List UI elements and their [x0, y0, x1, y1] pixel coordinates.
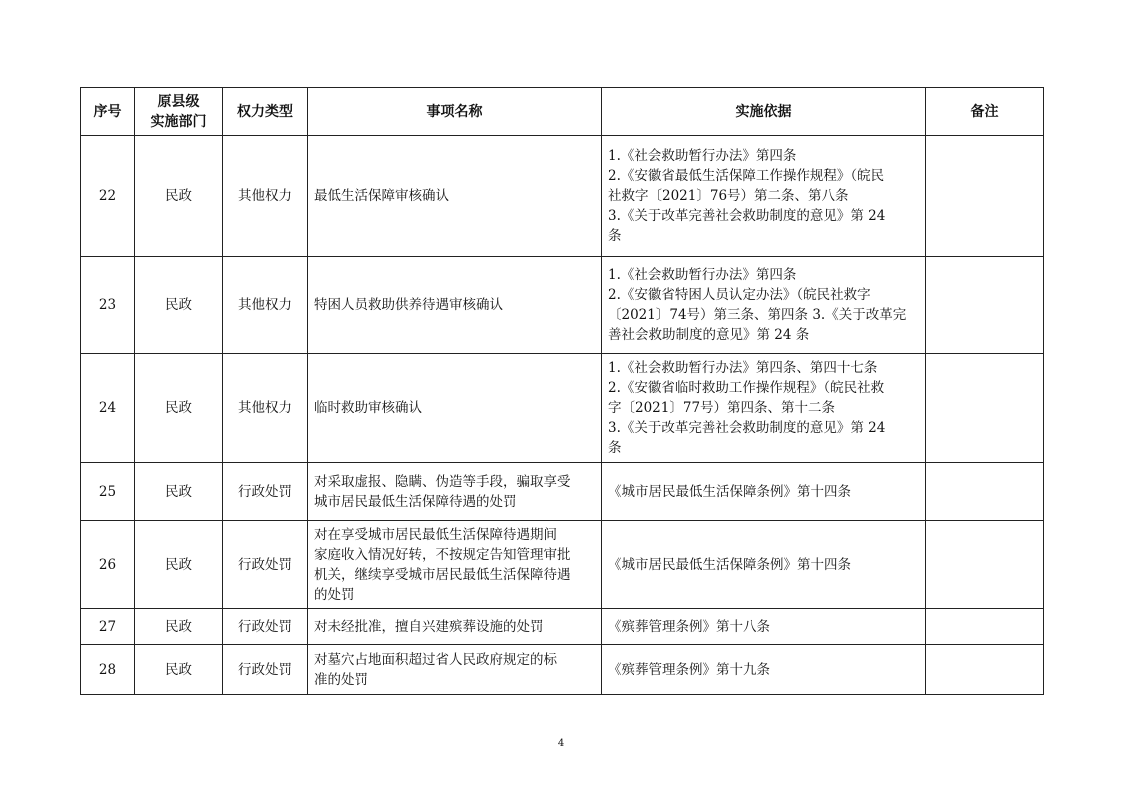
basis-line: 善社会救助制度的意见》第 24 条: [608, 327, 810, 343]
basis-line: 条: [608, 228, 622, 244]
cell-remark: [926, 463, 1044, 521]
cell-seq: 24: [81, 354, 135, 463]
cell-seq: 27: [81, 609, 135, 645]
cell-basis: [602, 136, 926, 257]
basis-line: 条: [608, 440, 622, 456]
header-basis: 实施依据: [602, 88, 926, 136]
cell-remark: [926, 521, 1044, 609]
header-dept: [135, 88, 223, 136]
cell-item-name: [308, 463, 602, 521]
item-name-line: 对采取虚报、隐瞒、伪造等手段，骗取享受: [314, 473, 571, 490]
cell-basis: [602, 645, 926, 695]
table-row: [81, 645, 1044, 695]
cell-basis: [602, 463, 926, 521]
cell-seq: 25: [81, 463, 135, 521]
cell-seq: 28: [81, 645, 135, 695]
table-body: [81, 136, 1044, 695]
header-item-name: 事项名称: [308, 88, 602, 136]
cell-seq: 23: [81, 257, 135, 354]
basis-line: 《殡葬管理条例》第十九条: [608, 661, 770, 678]
basis-line: 3.《关于改革完善社会救助制度的意见》第 24: [608, 420, 886, 436]
basis-line: 社救字〔2021〕76号）第二条、第八条: [608, 188, 849, 204]
item-name-line: 临时救助审核确认: [314, 400, 422, 416]
table-row: [81, 521, 1044, 609]
basis-line: 《殡葬管理条例》第十八条: [608, 618, 770, 635]
basis-line: 2.《安徽省特困人员认定办法》（皖民社救字: [608, 287, 871, 303]
cell-remark: [926, 136, 1044, 257]
item-name-line: 准的处罚: [314, 671, 368, 688]
cell-power-type: 行政处罚: [223, 463, 308, 521]
cell-power-type: 行政处罚: [223, 521, 308, 609]
item-name-line: 特困人员救助供养待遇审核确认: [314, 297, 503, 313]
item-name-line: 的处罚: [314, 586, 355, 603]
cell-dept: 民政: [135, 354, 223, 463]
basis-line: 〔2021〕74号）第三条、第四条 3.《关于改革完: [608, 307, 907, 323]
basis-line: 1.《社会救助暂行办法》第四条: [608, 148, 797, 164]
cell-dept: 民政: [135, 257, 223, 354]
cell-remark: [926, 609, 1044, 645]
cell-basis: [602, 257, 926, 354]
cell-item-name: [308, 609, 602, 645]
cell-power-type: 其他权力: [223, 257, 308, 354]
table-row: [81, 354, 1044, 463]
table-row: [81, 257, 1044, 354]
header-dept-line1: 原县级: [157, 93, 200, 110]
header-seq: 序号: [81, 88, 135, 136]
basis-line: 《城市居民最低生活保障条例》第十四条: [608, 483, 851, 500]
cell-item-name: [308, 645, 602, 695]
cell-power-type: 行政处罚: [223, 609, 308, 645]
item-name-line: 家庭收入情况好转，不按规定告知管理审批: [314, 546, 571, 563]
cell-basis: [602, 521, 926, 609]
cell-power-type: 其他权力: [223, 136, 308, 257]
cell-seq: 26: [81, 521, 135, 609]
cell-dept: 民政: [135, 645, 223, 695]
header-dept-line2: 实施部门: [150, 113, 207, 130]
cell-basis: [602, 609, 926, 645]
cell-item-name: [308, 136, 602, 257]
basis-line: 3.《关于改革完善社会救助制度的意见》第 24: [608, 208, 886, 224]
power-list-table: [80, 87, 1044, 695]
page-number: 4: [557, 738, 565, 749]
item-name-line: 城市居民最低生活保障待遇的处罚: [314, 493, 517, 510]
cell-remark: [926, 645, 1044, 695]
cell-remark: [926, 257, 1044, 354]
cell-dept: 民政: [135, 136, 223, 257]
item-name-line: 对未经批准，擅自兴建殡葬设施的处罚: [314, 618, 544, 635]
table-header-row: [81, 88, 1044, 136]
cell-dept: 民政: [135, 609, 223, 645]
cell-seq: 22: [81, 136, 135, 257]
table-row: [81, 463, 1044, 521]
cell-power-type: 其他权力: [223, 354, 308, 463]
table-row: [81, 609, 1044, 645]
basis-line: 2.《安徽省临时救助工作操作规程》（皖民社救: [608, 380, 885, 396]
basis-line: 2.《安徽省最低生活保障工作操作规程》（皖民: [608, 168, 885, 184]
cell-basis: [602, 354, 926, 463]
basis-line: 1.《社会救助暂行办法》第四条: [608, 267, 797, 283]
cell-power-type: 行政处罚: [223, 645, 308, 695]
cell-dept: 民政: [135, 463, 223, 521]
basis-line: 字〔2021〕77号）第四条、第十二条: [608, 400, 836, 416]
table-row: [81, 136, 1044, 257]
cell-remark: [926, 354, 1044, 463]
header-remark: 备注: [926, 88, 1044, 136]
basis-line: 1.《社会救助暂行办法》第四条、第四十七条: [608, 360, 878, 376]
cell-dept: 民政: [135, 521, 223, 609]
item-name-line: 对墓穴占地面积超过省人民政府规定的标: [314, 651, 557, 668]
basis-line: 《城市居民最低生活保障条例》第十四条: [608, 556, 851, 573]
item-name-line: 机关，继续享受城市居民最低生活保障待遇: [314, 566, 571, 583]
cell-item-name: [308, 257, 602, 354]
item-name-line: 对在享受城市居民最低生活保障待遇期间: [314, 526, 557, 543]
header-power-type: 权力类型: [223, 88, 308, 136]
cell-item-name: [308, 521, 602, 609]
cell-item-name: [308, 354, 602, 463]
item-name-line: 最低生活保障审核确认: [314, 188, 449, 204]
